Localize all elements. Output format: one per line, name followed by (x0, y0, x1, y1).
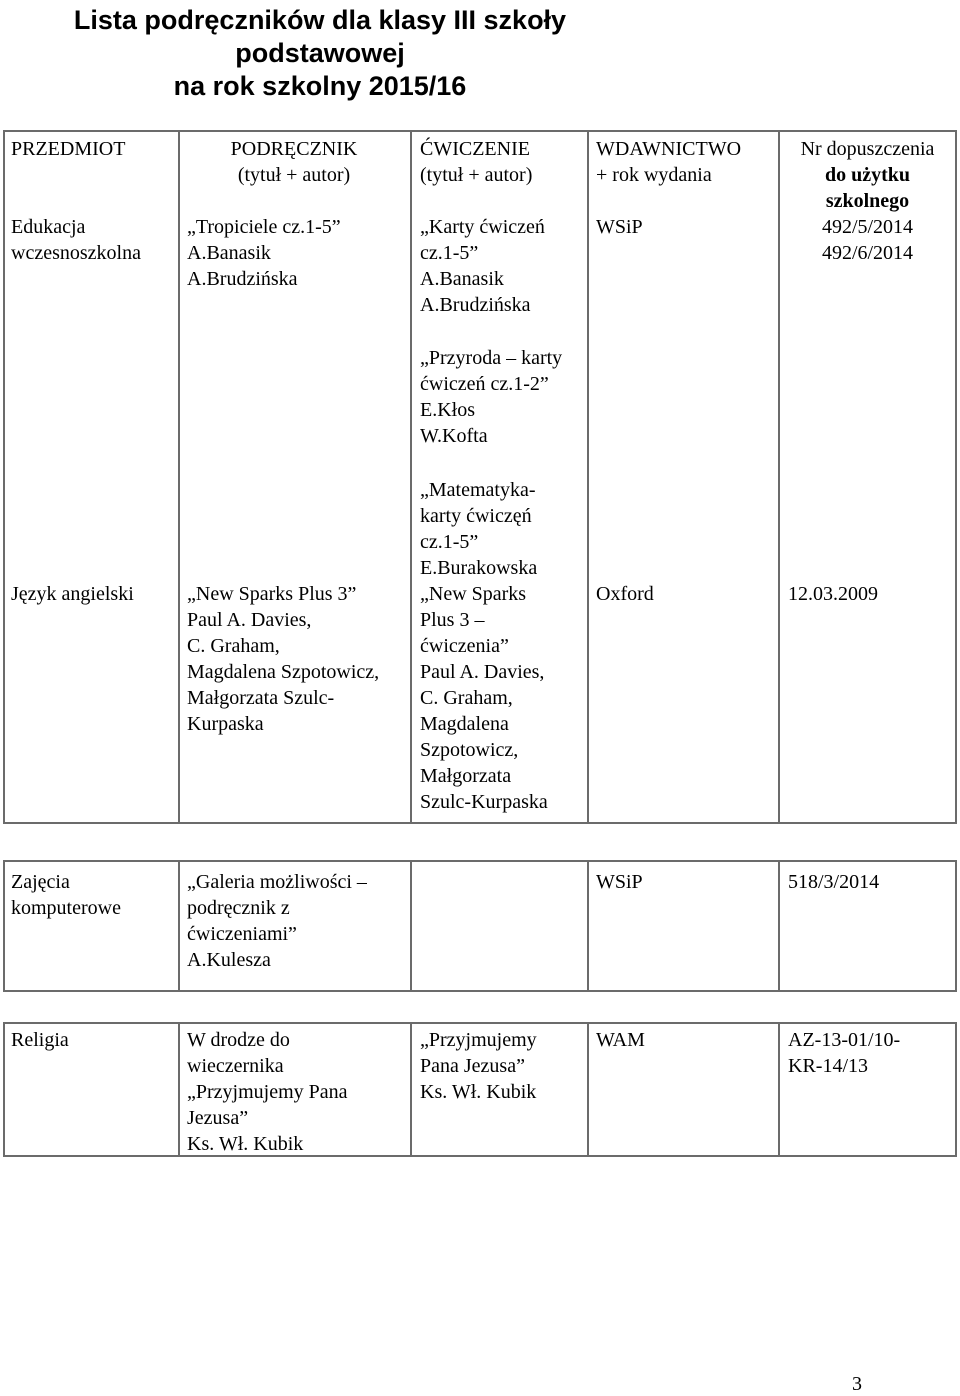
page-number: 3 (852, 1373, 862, 1395)
table-col-line (587, 1022, 589, 1157)
row-religia-publisher: WAM (596, 1029, 645, 1051)
table-col-line (3, 130, 5, 824)
table-col-line (178, 860, 180, 992)
table-border-bottom (3, 822, 957, 824)
row-komputerowe-subject: Zajęcia komputerowe (11, 871, 121, 919)
table-border-bottom (3, 1155, 957, 1157)
row-edukacja-exercises-3: „Matematyka- karty ćwiczęń cz.1-5” E.Burakowska (420, 479, 538, 579)
row-edukacja-exercises-1: „Karty ćwiczeń cz.1-5” A.Banasik A.Brudzińska (420, 216, 545, 316)
row-religia-exercises: „Przyjmujemy Pana Jezusa” Ks. Wł. Kubik (420, 1029, 537, 1103)
title-line-2: na rok szkolny 2015/16 (173, 71, 467, 101)
table-col-line (178, 1022, 180, 1157)
header-exercises: ĆWICZENIE (tytuł + autor) (420, 138, 533, 186)
row-komputerowe-publisher: WSiP (596, 871, 643, 893)
row-edukacja-textbook: „Tropiciele cz.1-5” A.Banasik A.Brudzińska (187, 216, 341, 290)
header-publisher: WDAWNICTWO + rok wydania (596, 138, 742, 186)
header-subject: PRZEDMIOT (11, 138, 126, 160)
table-col-line (3, 860, 5, 992)
table-col-line (955, 130, 957, 824)
page-title (0, 4, 640, 103)
row-angielski-exercises: „New Sparks Plus 3 – ćwiczenia” Paul A. Davies, C. Graham, Magdalena Szpotowicz, Małgorzata Szulc-Kurpaska (420, 583, 548, 813)
row-angielski-publisher: Oxford (596, 583, 654, 605)
table-col-line (178, 130, 180, 824)
table-border-top (3, 130, 957, 132)
row-religia-approval: AZ-13-01/10- KR-14/13 (788, 1029, 901, 1077)
row-edukacja-publisher: WSiP (596, 216, 643, 238)
row-angielski-textbook: „New Sparks Plus 3” Paul A. Davies, C. Graham, Magdalena Szpotowicz, Małgorzata Szulc- Kurpaska (187, 583, 380, 735)
row-religia-subject: Religia (11, 1029, 69, 1051)
row-komputerowe-textbook: „Galeria możliwości – podręcznik z ćwiczeniami” A.Kulesza (187, 871, 367, 971)
table-col-line (778, 860, 780, 992)
header-textbook: PODRĘCZNIK (tytuł + autor) (230, 138, 358, 186)
row-edukacja-subject: Edukacja wczesnoszkolna (11, 216, 141, 264)
row-angielski-approval: 12.03.2009 (788, 583, 878, 605)
table-col-line (410, 1022, 412, 1157)
table-col-line (778, 1022, 780, 1157)
table-col-line (410, 130, 412, 824)
table-col-line (587, 130, 589, 824)
title-line-1: Lista podręczników dla klasy III szkoły podstawowej (73, 5, 567, 68)
row-angielski-subject: Język angielski (11, 583, 134, 605)
table-col-line (410, 860, 412, 992)
table-col-line (3, 1022, 5, 1157)
row-religia-textbook: W drodze do wieczernika „Przyjmujemy Pana Jezusa” Ks. Wł. Kubik (187, 1029, 348, 1155)
table-col-line (587, 860, 589, 992)
table-col-line (955, 1022, 957, 1157)
table-border-top (3, 860, 957, 862)
row-edukacja-exercises-2: „Przyroda – karty ćwiczeń cz.1-2” E.Kłos W.Kofta (420, 347, 563, 447)
row-edukacja-approval: 492/5/2014 492/6/2014 (821, 216, 914, 264)
header-approval: Nr dopuszczenia do użytku szkolnego (800, 138, 935, 212)
table-col-line (955, 860, 957, 992)
row-komputerowe-approval: 518/3/2014 (788, 871, 880, 893)
table-border-top (3, 1022, 957, 1024)
table-border-bottom (3, 990, 957, 992)
